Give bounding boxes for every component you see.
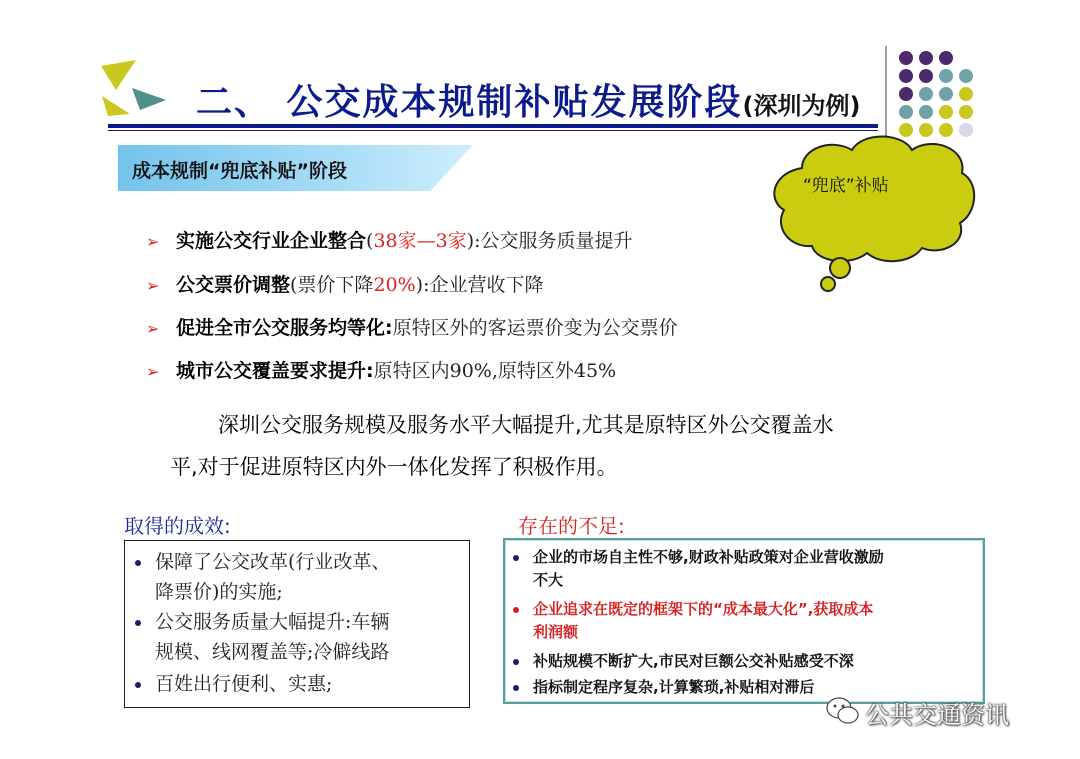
achievements-box	[124, 540, 470, 708]
arrow-bullet-icon: ➢	[146, 319, 160, 338]
page-subtitle: (深圳为例)	[742, 92, 861, 120]
bullet-dot-icon	[513, 685, 519, 691]
summary-paragraph: 深圳公交服务规模及服务水平大幅提升,尤其是原特区外公交覆盖水 平,对于促进原特区内外一体化发挥了积极作用。	[170, 413, 834, 479]
bullet-dot-icon	[135, 682, 141, 688]
vertical-divider	[885, 46, 887, 138]
bullet-item: ➢ 公交票价调整(票价下降20%):企业营收下降	[146, 274, 544, 296]
bullet-dot-icon	[513, 607, 519, 613]
bullet-dot-icon	[513, 659, 519, 665]
arrow-bullet-icon: ➢	[146, 362, 160, 381]
cloud-callout	[762, 128, 982, 296]
page-title: 二、 公交成本规制补贴发展阶段(深圳为例)	[196, 82, 861, 123]
bullet-item: ➢ 城市公交覆盖要求提升:原特区内90%,原特区外45%	[146, 360, 617, 382]
watermark-text: 公共交通资讯	[865, 701, 1009, 729]
list-item: 公交服务质量大幅提升:车辆 规模、线网覆盖等;冷僻线路	[135, 607, 389, 667]
shortcomings-heading: 存在的不足:	[518, 514, 625, 538]
list-item: 企业的市场自主性不够,财政补贴政策对企业营收激励 不大	[513, 546, 884, 592]
bullet-item: ➢ 促进全市公交服务均等化:原特区外的客运票价变为公交票价	[146, 317, 678, 339]
list-item: 保障了公交改革(行业改革、 降票价)的实施;	[135, 547, 390, 607]
bullet-dot-icon	[135, 620, 141, 626]
bullet-dot-icon	[513, 555, 519, 561]
logo-triangles	[96, 58, 176, 118]
list-item: 指标制定程序复杂,计算繁琐,补贴相对滞后	[513, 676, 814, 699]
shortcomings-box	[503, 538, 985, 704]
wechat-icon	[826, 696, 860, 726]
achievements-heading: 取得的成效:	[124, 514, 231, 538]
list-item: 补贴规模不断扩大,市民对巨额公交补贴感受不深	[513, 650, 854, 673]
bullet-item: ➢ 实施公交行业企业整合(38家—3家):公交服务质量提升	[146, 230, 633, 252]
arrow-bullet-icon: ➢	[146, 276, 160, 295]
bullet-dot-icon	[135, 560, 141, 566]
list-item: 企业追求在既定的框架下的“成本最大化”,获取成本 利润额	[513, 598, 873, 644]
cloud-callout-text: “兜底”补贴	[803, 176, 889, 196]
stage-banner-label: 成本规制“兜底补贴”阶段	[132, 160, 347, 182]
list-item: 百姓出行便利、实惠;	[135, 669, 332, 699]
arrow-bullet-icon: ➢	[146, 232, 160, 251]
